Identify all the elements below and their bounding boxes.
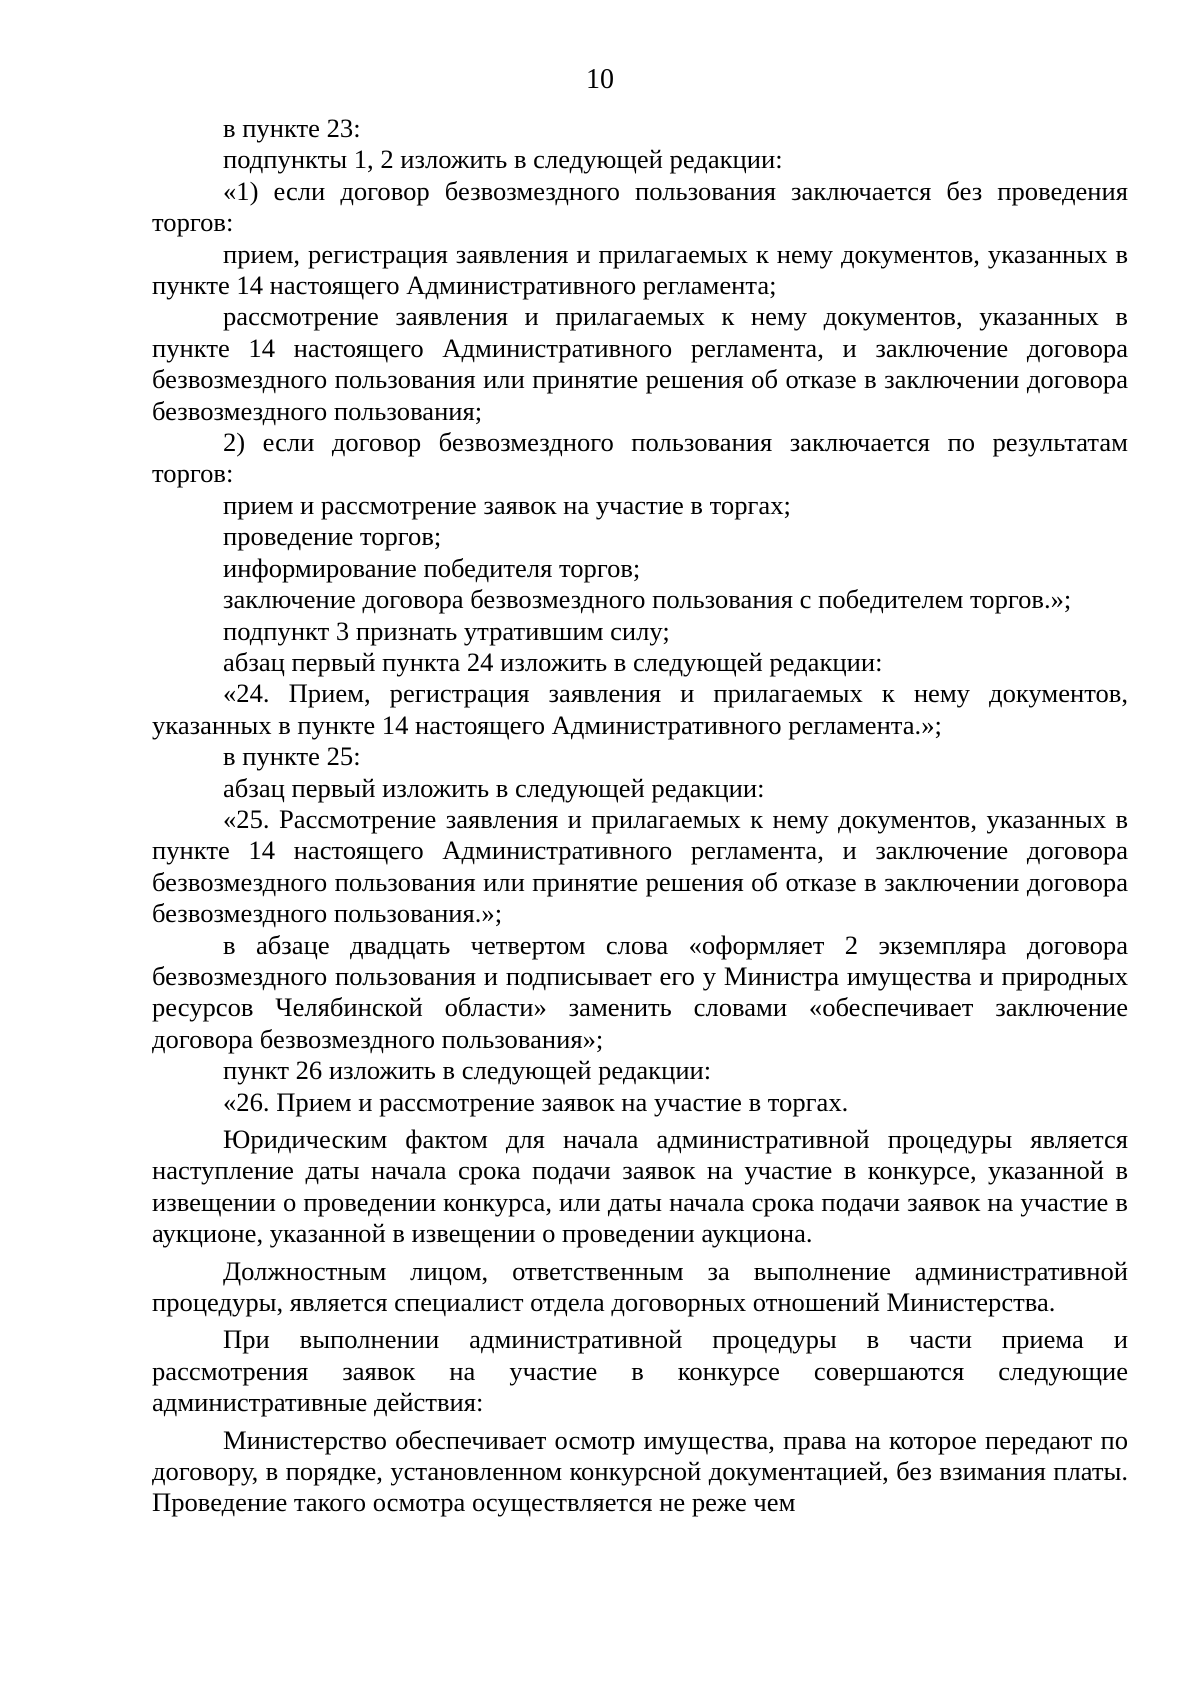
paragraph-22: При выполнении административной процедуры в части приема и рассмотрения заявок на участие в конкурсе совершаются следующие административные действия: — [152, 1324, 1128, 1418]
paragraph-21: Должностным лицом, ответственным за выполнение административной процедуры, является специалист отдела договорных отношений Министерства. — [152, 1255, 1128, 1318]
paragraph-6: 2) если договор безвозмездного пользования заключается по результатам торгов: — [152, 427, 1128, 489]
paragraph-15: абзац первый изложить в следующей редакции: — [223, 772, 765, 803]
paragraph-10: заключение договора безвозмездного пользования с победителем торгов.»; — [223, 584, 1072, 615]
paragraph-7: прием и рассмотрение заявок на участие в торгах; — [223, 489, 791, 520]
paragraph-23: Министерство обеспечивает осмотр имущества, права на которое передают по договору, в порядке, установленном конкурсной документацией, без взимания платы. Проведение такого осмотра осуществляется не реже чем — [152, 1424, 1128, 1518]
document-body — [152, 113, 1128, 1519]
paragraph-11: подпункт 3 признать утратившим силу; — [223, 615, 670, 646]
page-number: 10 — [586, 64, 614, 95]
paragraph-5: рассмотрение заявления и прилагаемых к нему документов, указанных в пункте 14 настоящего Административного регламента, и заключение договора безвозмездного пользования или принятие решения об отказе в заключении договора безвозмездного пользования; — [152, 301, 1128, 426]
paragraph-19: «26. Прием и рассмотрение заявок на участие в торгах. — [223, 1086, 849, 1117]
paragraph-3: «1) если договор безвозмездного пользования заключается без проведения торгов: — [152, 175, 1128, 238]
paragraph-2: подпункты 1, 2 изложить в следующей редакции: — [223, 144, 783, 175]
paragraph-13: «24. Прием, регистрация заявления и прилагаемых к нему документов, указанных в пункте 14 настоящего Административного регламента.»; — [152, 678, 1128, 740]
paragraph-20: Юридическим фактом для начала административной процедуры является наступление даты начала срока подачи заявок на участие в конкурсе, указанной в извещении о проведении конкурса, или даты начала срока подачи заявок на участие в аукционе, указанной в извещении о проведении аукциона. — [152, 1124, 1128, 1249]
paragraph-16: «25. Рассмотрение заявления и прилагаемых к нему документов, указанных в пункте 14 настоящего Административного регламента, и заключение договора безвозмездного пользования или принятие решения об отказе в заключении договора безвозмездного пользования.»; — [152, 803, 1128, 929]
paragraph-18: пункт 26 изложить в следующей редакции: — [223, 1055, 712, 1086]
paragraph-14: в пункте 25: — [223, 741, 361, 772]
paragraph-9: информирование победителя торгов; — [223, 552, 641, 583]
paragraph-17: в абзаце двадцать четвертом слова «оформляет 2 экземпляра договора безвозмездного пользования и подписывает его у Министра имущества и природных ресурсов Челябинской области» заменить словами «обеспечивает заключение договора безвозмездного пользования»; — [152, 929, 1128, 1054]
paragraph-8: проведение торгов; — [223, 521, 442, 552]
paragraph-1: в пункте 23: — [223, 113, 361, 143]
paragraph-12: абзац первый пункта 24 изложить в следующей редакции: — [223, 646, 883, 677]
paragraph-4: прием, регистрация заявления и прилагаемых к нему документов, указанных в пункте 14 настоящего Административного регламента; — [152, 238, 1128, 301]
